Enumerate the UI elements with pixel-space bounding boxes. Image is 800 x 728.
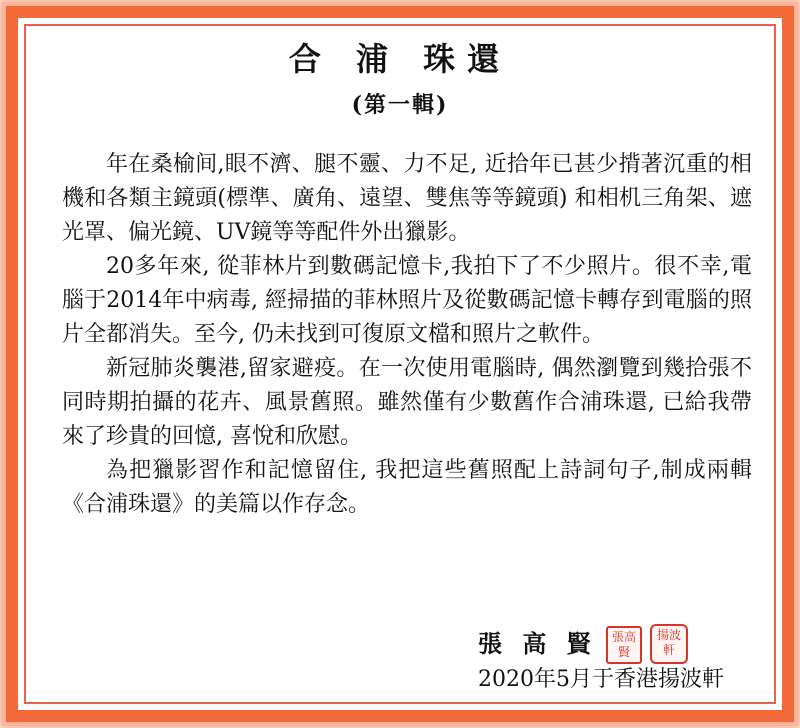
paragraph-3: 新冠肺炎襲港,留家避疫。在一次使用電腦時, 偶然瀏覽到幾拾張不同時期拍攝的花卉、風景舊照。雖然僅有少數舊作合浦珠還, 已給我帶來了珍貴的回憶, 喜悅和欣慰。 bbox=[62, 356, 752, 449]
document-title: 合 浦 珠還 bbox=[288, 40, 512, 78]
seal-stamp-name bbox=[606, 626, 642, 664]
seal-stamp-studio bbox=[650, 624, 688, 664]
paragraph-2: 20多年來, 從菲林片到數碼記憶卡,我拍下了不少照片。很不幸,電腦于2014年中病毒, 經掃描的菲林照片及從數碼記憶卡轉存到電腦的照片全都消失。至今, 仍未找到可復原文檔和照片之軟件。 bbox=[62, 254, 752, 347]
document-date: 2020年5月于香港揚波軒 bbox=[478, 667, 724, 692]
author-name: 張 高 賢 bbox=[478, 629, 597, 658]
paragraph-1: 年在桑榆间,眼不濟、腿不靈、力不足, 近拾年已甚少揹著沉重的相機和各類主鏡頭(標準、廣角、遠望、雙焦等等鏡頭) 和相机三角架、遮光罩、偏光鏡、UV鏡等等配件外出獵影。 bbox=[62, 152, 752, 245]
seal-text: 揚波軒 bbox=[656, 628, 681, 657]
paragraph-4: 為把獵影習作和記憶留住, 我把這些舊照配上詩詞句子,制成兩輯《合浦珠還》的美篇以作存念。 bbox=[62, 458, 752, 517]
document-subtitle: (第一輯) bbox=[351, 92, 449, 118]
document-body bbox=[62, 148, 752, 522]
seal-text: 張高賢 bbox=[611, 630, 636, 659]
